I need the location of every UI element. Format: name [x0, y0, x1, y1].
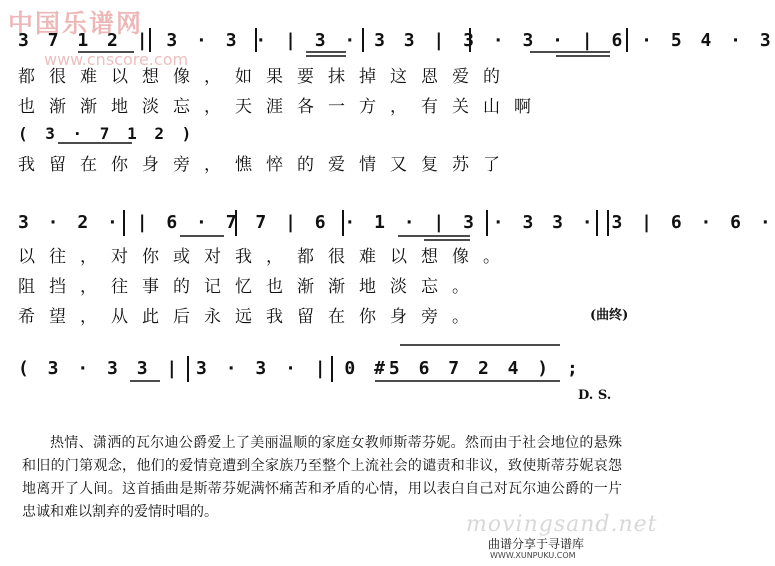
score-row-1-notes: 3 7 1 2 | 3 · 3 · | 3 · 3 3 | 3 · 3 · | 6 · 5 4 · 3 — [18, 30, 775, 51]
dal-segno-marking: D. S. — [578, 388, 612, 403]
score-row-3-notes: 3 · 2 · | 6 · 7 7 | 6 · 1 · | 3 · 3 3 · 3 | 6 · 6 · — [18, 212, 775, 233]
watermark-url: www.cnscore.com — [44, 50, 189, 69]
song-description-paragraph: 热情、潇洒的瓦尔迪公爵爱上了美丽温顺的家庭女教师斯蒂芬妮。然而由于社会地位的悬殊和旧的门第观念，他们的爱情竟遭到全家族乃至整个上流社会的谴责和非议，致使斯蒂芬妮哀怨地离开了人间。这首插曲是斯蒂芬妮满怀痛苦和矛盾的心情，用以表白自己对瓦尔迪公爵的一片忠诚和难以割弃的爱情时唱的。 — [22, 435, 622, 520]
watermark-bottom: movingsand.net — [466, 512, 658, 537]
score-row-2-intro: ( 3 · 7 1 2 ) — [18, 124, 196, 143]
score-row-3-lyrics-verse-2: 阻挡，往事的记忆也渐渐地淡忘。 — [18, 277, 483, 297]
score-row-3-lyrics-verse-1: 以往，对你或对我，都很难以想像。 — [18, 247, 514, 267]
score-row-1-lyrics-verse-2: 也渐渐地淡忘，天涯各一方，有关山啊 — [18, 97, 545, 117]
score-row-4-notes: ( 3 · 3 3 | 3 · 3 · | 0 #5 6 7 2 4 ) ; — [18, 358, 582, 379]
footer-source-url: WWW.XUNPUKU.COM — [490, 551, 576, 560]
score-row-2-lyrics: 我留在你身旁，憔悴的爱情又复苏了 — [18, 155, 514, 175]
fine-marking: (曲终) — [590, 308, 629, 323]
score-row-1-lyrics-verse-1: 都很难以想像，如果要抹掉这恩爱的 — [18, 67, 514, 87]
score-row-3-lyrics-verse-3: 希望，从此后永远我留在你身旁。 — [18, 307, 483, 327]
watermark-site-logo: 中国乐谱网 — [8, 9, 144, 38]
footer-source-text: 曲谱分享于寻谱库 — [488, 537, 585, 551]
